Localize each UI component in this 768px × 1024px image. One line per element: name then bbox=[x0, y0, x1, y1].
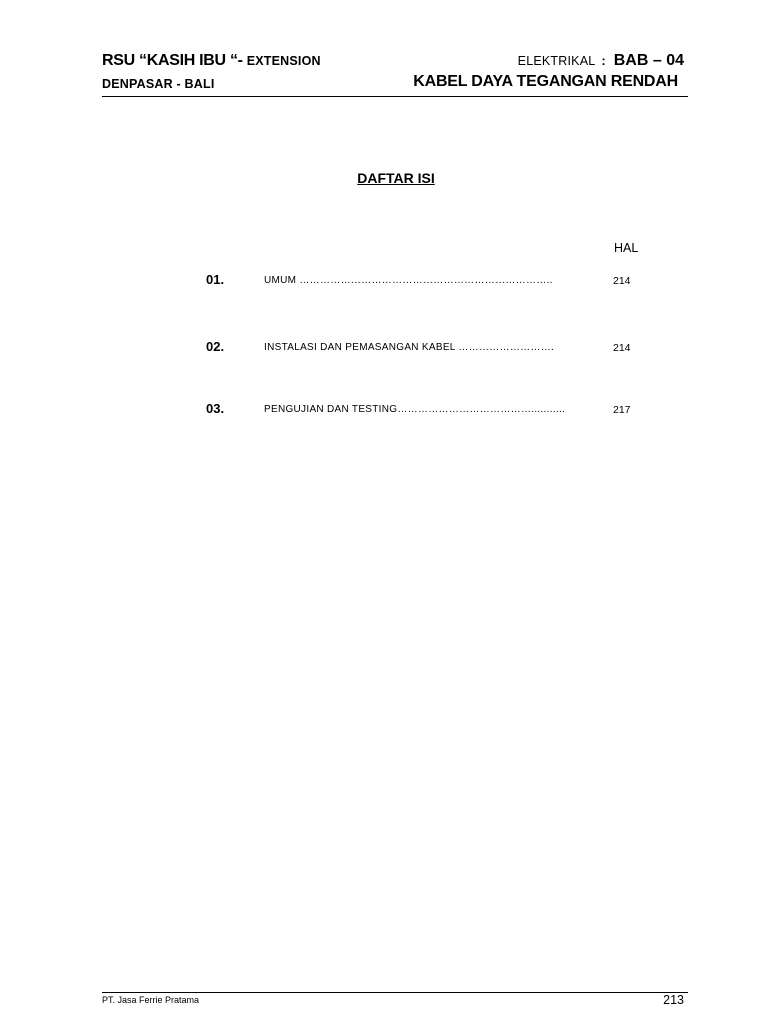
toc-entry[interactable] bbox=[206, 272, 646, 290]
project-location: DENPASAR - BALI bbox=[102, 77, 215, 91]
chapter-colon: : bbox=[601, 53, 606, 68]
toc-entry-number: 01. bbox=[206, 272, 225, 287]
project-title bbox=[102, 52, 321, 70]
toc-entry-page: 214 bbox=[613, 275, 631, 287]
discipline-label: ELEKTRIKAL bbox=[517, 54, 596, 68]
page-footer bbox=[102, 992, 688, 1013]
chapter-label bbox=[518, 52, 684, 70]
company-name: PT. Jasa Ferrie Pratama bbox=[102, 995, 200, 1005]
project-name: RSU “KASIH IBU “- bbox=[102, 52, 243, 69]
toc-title: DAFTAR ISI bbox=[357, 170, 435, 186]
toc-entry-text: UMUM ……………………………………………………………….. bbox=[264, 275, 553, 286]
toc-entry[interactable] bbox=[206, 401, 646, 419]
page-column-label: HAL bbox=[614, 241, 639, 255]
chapter-number: BAB – 04 bbox=[613, 52, 684, 69]
page-number: 213 bbox=[663, 993, 684, 1007]
toc-entry-number: 02. bbox=[206, 339, 225, 354]
toc-entry-page: 217 bbox=[613, 404, 631, 416]
toc-entry-number: 03. bbox=[206, 401, 225, 416]
project-extension: EXTENSION bbox=[246, 54, 321, 68]
chapter-title: KABEL DAYA TEGANGAN RENDAH bbox=[413, 73, 678, 90]
toc-entry[interactable] bbox=[206, 339, 646, 357]
toc-entry-text: PENGUJIAN DAN TESTING…………………………………........... bbox=[264, 404, 566, 415]
toc-entry-page: 214 bbox=[613, 342, 631, 354]
page-header bbox=[102, 48, 688, 97]
toc-entry-text: INSTALASI DAN PEMASANGAN KABEL ………………………. bbox=[264, 342, 555, 353]
